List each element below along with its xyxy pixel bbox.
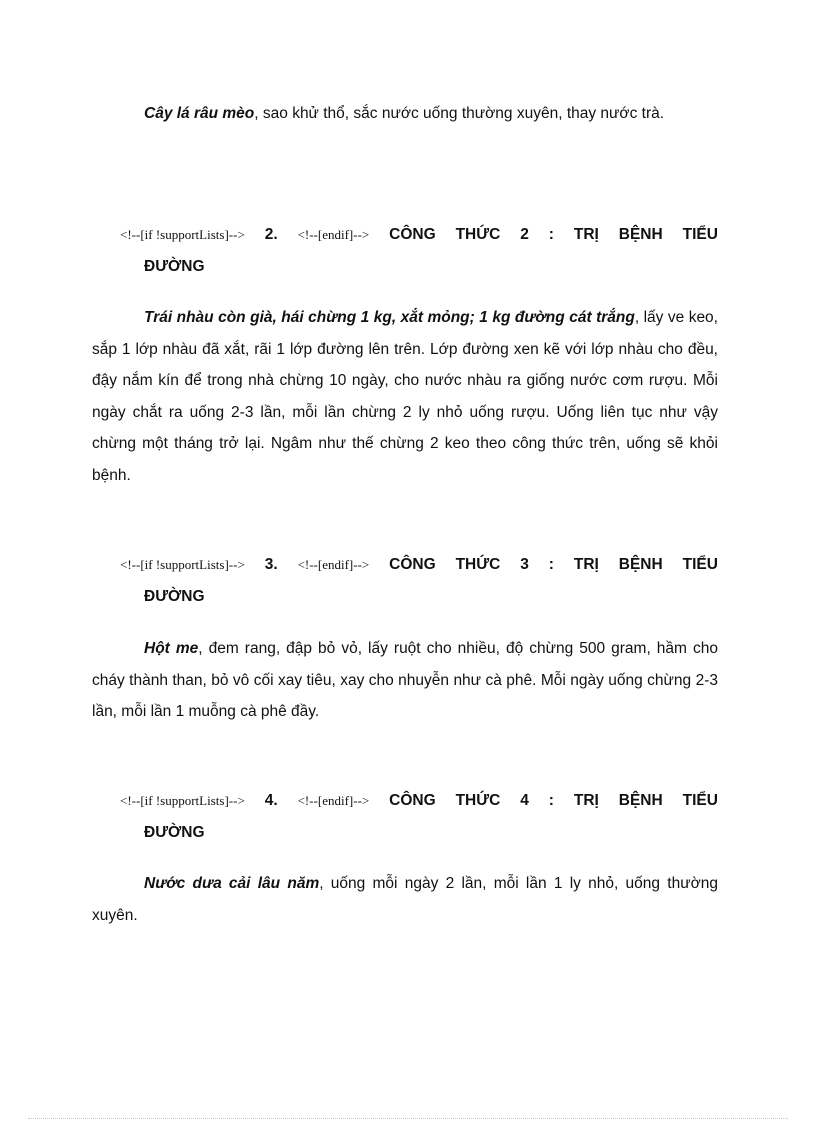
heading-cong-thuc-2 bbox=[120, 219, 718, 282]
paragraph-body: , sao khử thổ, sắc nước uống thường xuyên, thay nước trà. bbox=[254, 105, 665, 122]
heading-word: THỨC bbox=[455, 792, 501, 809]
heading-word: CÔNG bbox=[389, 792, 436, 809]
list-comment-open: <!--[if !supportLists]--> bbox=[120, 793, 245, 808]
heading-word: 4 bbox=[520, 792, 529, 809]
paragraph-trai-nhau bbox=[92, 302, 718, 491]
heading-word: TIỂU bbox=[682, 556, 718, 573]
paragraph-body: , uống mỗi ngày 2 lần, mỗi lần 1 ly nhỏ, uống thường xuyên. bbox=[92, 875, 718, 924]
list-number: 2. bbox=[264, 226, 278, 243]
paragraph-hot-me bbox=[92, 633, 718, 728]
heading-word: TIỂU bbox=[682, 226, 718, 243]
heading-line-2: ĐƯỜNG bbox=[144, 587, 205, 605]
list-comment-open: <!--[if !supportLists]--> bbox=[120, 557, 245, 572]
heading-word: : bbox=[548, 226, 554, 243]
paragraph-lead: Cây lá râu mèo bbox=[144, 105, 255, 122]
heading-word: BỆNH bbox=[618, 556, 663, 573]
page-bottom-divider bbox=[28, 1118, 788, 1119]
list-comment-close: <!--[endif]--> bbox=[297, 227, 370, 242]
heading-word: : bbox=[548, 792, 554, 809]
heading-word: TRỊ bbox=[573, 226, 599, 243]
paragraph-body: , đem rang, đập bỏ vỏ, lấy ruột cho nhiều, độ chừng 500 gram, hầm cho cháy thành than, bỏ vô cối xay tiêu, xay cho nhuyễn như cà phê. Mỗi ngày uống chừng 2-3 lần, mỗi lần 1 muỗng cà phê đầy. bbox=[92, 640, 718, 720]
heading-word: THỨC bbox=[455, 556, 501, 573]
list-comment-open: <!--[if !supportLists]--> bbox=[120, 227, 245, 242]
list-number: 4. bbox=[264, 792, 278, 809]
paragraph-nuoc-dua-cai bbox=[92, 868, 718, 931]
heading-cong-thuc-4 bbox=[120, 785, 718, 848]
heading-line-2: ĐƯỜNG bbox=[144, 257, 205, 275]
heading-word: TIỂU bbox=[682, 792, 718, 809]
heading-word: TRỊ bbox=[573, 556, 599, 573]
heading-line-2: ĐƯỜNG bbox=[144, 823, 205, 841]
paragraph-cay-la-rau-meo bbox=[92, 98, 718, 130]
heading-cong-thuc-3 bbox=[120, 549, 718, 612]
heading-word: THỨC bbox=[455, 226, 501, 243]
heading-word: CÔNG bbox=[389, 556, 436, 573]
paragraph-lead: Trái nhàu còn già, hái chừng 1 kg, xắt mỏng; 1 kg đường cát trắng bbox=[144, 309, 635, 326]
paragraph-body: , lấy ve keo, sắp 1 lớp nhàu đã xắt, rãi 1 lớp đường lên trên. Lớp đường xen kẽ với lớp nhàu cho đều, đậy nắm kín để trong nhà chừng 10 ngày, cho nước nhàu ra giống nước cơm rượu. Mỗi ngày chắt ra uống 2-3 lần, mỗi lần chừng 2 ly nhỏ uống rượu. Uống liên tục như vậy chừng một tháng trở lại. Ngâm như thế chừng 2 keo theo công thức trên, uống sẽ khỏi bệnh. bbox=[92, 309, 718, 484]
heading-word: 3 bbox=[520, 556, 529, 573]
heading-word: BỆNH bbox=[618, 226, 663, 243]
heading-word: CÔNG bbox=[389, 226, 436, 243]
list-comment-close: <!--[endif]--> bbox=[297, 793, 370, 808]
paragraph-lead: Nước dưa cải lâu năm bbox=[144, 875, 320, 892]
list-number: 3. bbox=[264, 556, 278, 573]
list-comment-close: <!--[endif]--> bbox=[297, 557, 370, 572]
heading-word: BỆNH bbox=[618, 792, 663, 809]
heading-word: 2 bbox=[520, 226, 529, 243]
heading-word: : bbox=[548, 556, 554, 573]
heading-word: TRỊ bbox=[573, 792, 599, 809]
paragraph-lead: Hột me bbox=[144, 640, 199, 657]
